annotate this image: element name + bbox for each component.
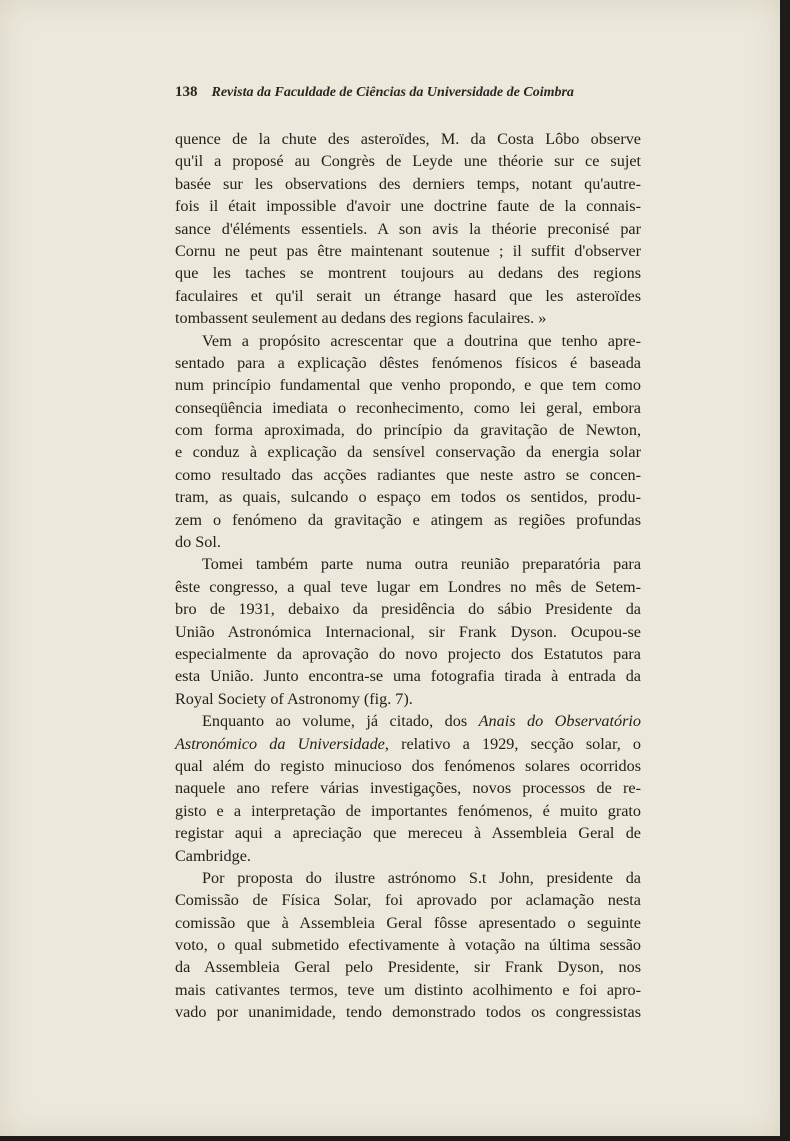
italic-title: Anais do Observatório [478,712,642,731]
text-line: esta União. Junto encontra-se uma fotografia tirada à entrada da [175,667,641,686]
text-line: registar aqui a apreciação que mereceu à Assembleia Geral de [175,824,641,843]
text-line: Cornu ne peut pas être maintenant soutenue ; il suffit d'observer [175,241,641,260]
text-line: faculaires et qu'il serait un étrange hasard que les asteroïdes [175,286,641,305]
text-line: Vem a propósito acrescentar que a doutrina que tenho apre- [202,331,641,350]
text-segment: , relativo a 1929, secção solar, o [384,734,641,753]
scan-edge-shadow [780,0,790,1141]
text-line [175,733,641,755]
text-line: e conduz à explicação da sensível conservação da energia solar [175,443,641,462]
text-line: Por proposta do ilustre astrónomo S.t John, presidente da [202,868,641,887]
scan-bottom-shadow [0,1136,790,1141]
text-line: tombassent seulement au dedans des regions faculaires. » [175,309,547,328]
journal-title: Revista da Faculdade de Ciências da Universidade de Coimbra [211,85,574,100]
text-line: Comissão de Física Solar, foi aprovado por aclamação nesta [175,891,641,910]
text-line: mais cativantes termos, teve um distinto acolhimento e foi apro- [175,980,641,999]
text-line: Cambridge. [175,846,251,865]
page-number: 138 [175,84,198,100]
text-line: basée sur les observations des derniers temps, notant qu'autre- [175,174,641,193]
text-line: num princípio fundamental que venho propondo, e que tem como [175,376,641,395]
text-line: Tomei também parte numa outra reunião preparatória para [202,555,641,574]
text-line: que les taches se montrent toujours au dedans des regions [175,264,641,283]
text-line: sance d'éléments essentiels. A son avis la théorie preconisé par [175,219,641,238]
text-line: especialmente da aprovação do novo projecto dos Estatutos para [175,644,641,663]
text-line: sentado para a explicação dêstes fenómenos físicos é baseada [175,353,641,372]
text-line: quence de la chute des asteroïdes, M. da Costa Lôbo observe [175,130,641,148]
text-line: qual além do registo minucioso dos fenómenos solares ocorridos [175,756,641,775]
text-line: da Assembleia Geral pelo Presidente, sir Frank Dyson, nos [175,958,641,977]
text-line: tram, as quais, sulcando o espaço em todos os sentidos, produ- [175,488,641,507]
text-line: qu'il a proposé au Congrès de Leyde une théorie sur ce sujet [175,152,641,171]
text-line: vado por unanimidade, tendo demonstrado todos os congressistas [175,1003,641,1022]
text-line: do Sol. [175,533,221,552]
running-header [175,84,641,101]
text-line: comissão que à Assembleia Geral fôsse apresentado o seguinte [175,913,641,932]
text-line: conseqüência imediata o reconhecimento, como lei geral, embora [175,398,641,417]
text-line: bro de 1931, debaixo da presidência do sábio Presidente da [175,600,641,619]
text-line: com forma aproximada, do princípio da gravitação de Newton, [175,421,641,440]
text-segment: Enquanto ao volume, já citado, dos [202,712,479,731]
text-line: naquele ano refere várias investigações, novos processos de re- [175,779,641,798]
text-line: gisto e a interpretação de importantes fenómenos, é muito grato [175,801,641,820]
body-text [175,128,641,1024]
text-line: Royal Society of Astronomy (fig. 7). [175,689,413,708]
text-line [175,710,641,732]
text-line: êste congresso, a qual teve lugar em Londres no mês de Setem- [175,577,641,596]
italic-title: Astronómico da Universidade [175,734,385,753]
text-line: voto, o qual submetido efectivamente à votação na última sessão [175,936,641,955]
text-line: fois il était impossible d'avoir une doctrine faute de la connais- [175,197,641,216]
text-line: zem o fenómeno da gravitação e atingem as regiões profundas [175,510,641,529]
text-line: União Astronómica Internacional, sir Frank Dyson. Ocupou-se [175,622,641,641]
text-line: como resultado das acções radiantes que neste astro se concen- [175,465,641,484]
